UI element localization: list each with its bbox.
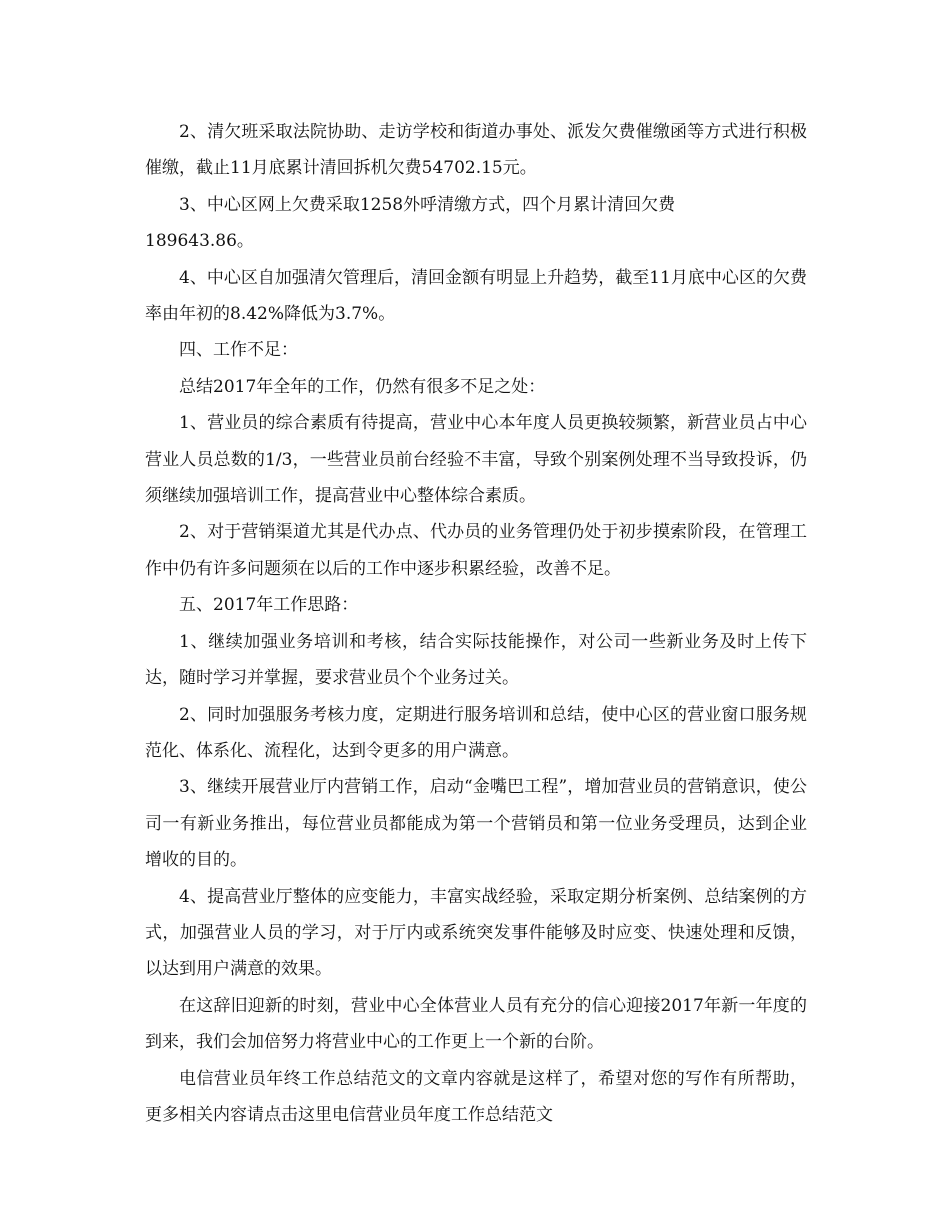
paragraph: 3、中心区网上欠费采取1258外呼清缴方式，四个月累计清回欠费 [179, 194, 676, 215]
paragraph: 2、清欠班采取法院协助、走访学校和街道办事处、派发欠费催缴函等方式进行积极催缴，截止11月底累计清回拆机欠费54702.15元。 [145, 122, 807, 179]
section-heading: 五、2017年工作思路： [179, 595, 359, 616]
section-heading: 四、工作不足： [179, 340, 298, 361]
paragraph: 2、对于营销渠道尤其是代办点、代办员的业务管理仍处于初步摸索阶段，在管理工作中仍有许多问题须在以后的工作中逐步积累经验，改善不足。 [145, 522, 807, 579]
paragraph: 2、同时加强服务考核力度，定期进行服务培训和总结，使中心区的营业窗口服务规范化、体系化、流程化，达到令更多的用户满意。 [145, 704, 807, 761]
paragraph: 4、中心区自加强清欠管理后，清回金额有明显上升趋势，截至11月底中心区的欠费率由年初的8.42%降低为3.7%。 [145, 267, 807, 325]
paragraph: 1、继续加强业务培训和考核，结合实际技能操作，对公司一些新业务及时上传下达，随时学习并掌握，要求营业员个个业务过关。 [145, 631, 807, 689]
paragraph: 4、提高营业厅整体的应变能力，丰富实战经验，采取定期分析案例、总结案例的方式，加强营业人员的学习，对于厅内或系统突发事件能够及时应变、快速处理和反馈，以达到用户满意的效果。 [145, 886, 807, 980]
paragraph: 1、营业员的综合素质有待提高，营业中心本年度人员更换较频繁，新营业员占中心营业人员总数的1/3，一些营业员前台经验不丰富，导致个别案例处理不当导致投诉，仍须继续加强培训工作，提高营业中心整体综合素质。 [145, 413, 807, 507]
closing-paragraph: 电信营业员年终工作总结范文的文章内容就是这样了，希望对您的写作有所帮助，更多相关内容请点击这里电信营业员年度工作总结范文 [145, 1068, 807, 1125]
document-body [145, 114, 807, 1133]
paragraph: 总结2017年全年的工作，仍然有很多不足之处： [179, 376, 546, 397]
paragraph: 3、继续开展营业厅内营销工作，启动“金嘴巴工程”，增加营业员的营销意识，使公司一有新业务推出，每位营业员都能成为第一个营销员和第一位业务受理员，达到企业增收的目的。 [145, 777, 807, 871]
paragraph: 在这辞旧迎新的时刻，营业中心全体营业人员有充分的信心迎接2017年新一年度的到来，我们会加倍努力将营业中心的工作更上一个新的台阶。 [145, 995, 807, 1053]
paragraph-continuation: 189643.86。 [145, 231, 254, 252]
